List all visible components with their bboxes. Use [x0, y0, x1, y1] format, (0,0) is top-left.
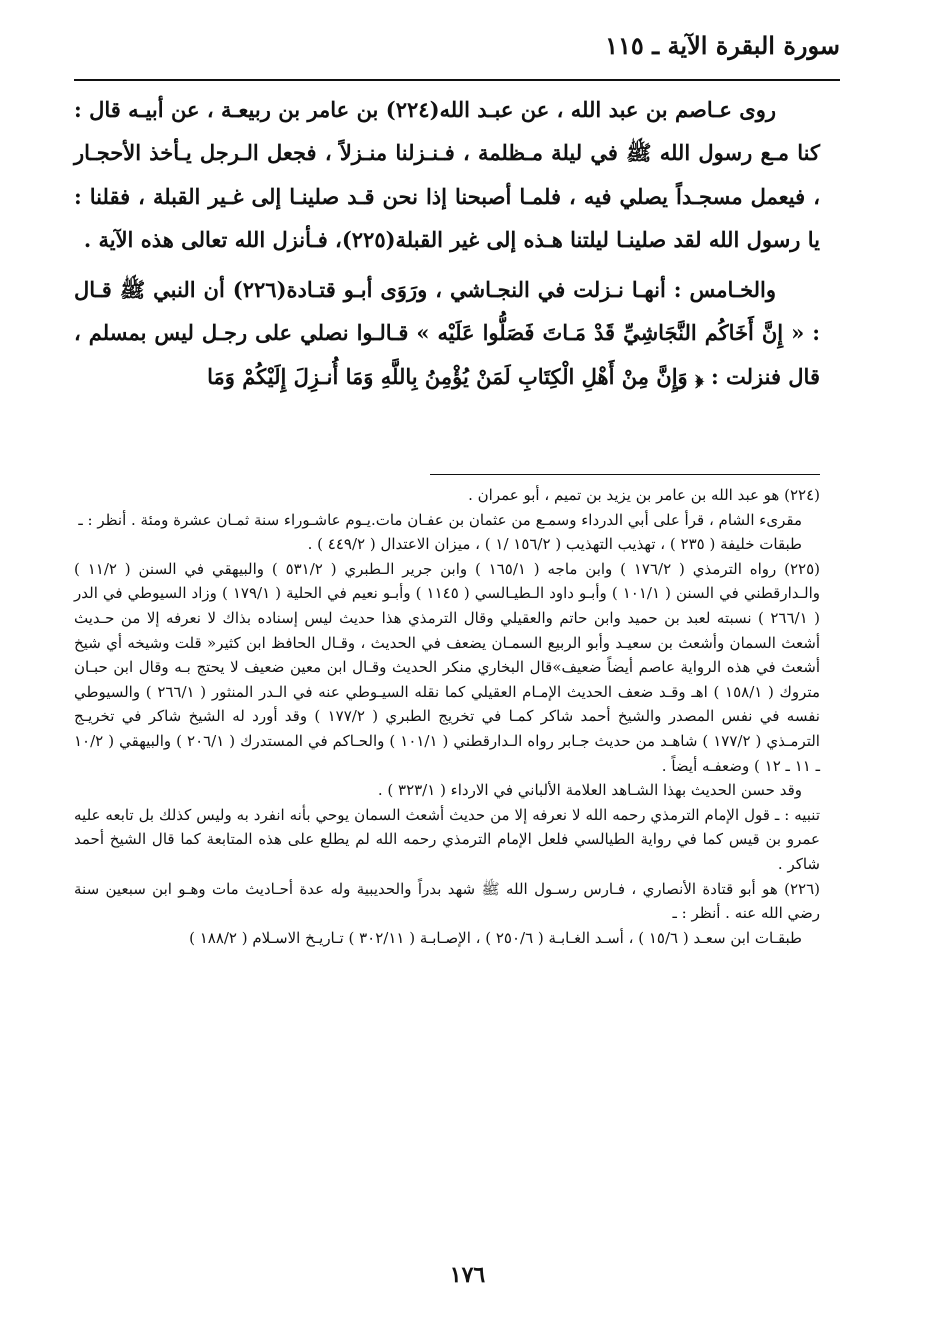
header-rule — [74, 79, 840, 81]
footnote-225-albani: وقد حسن الحديث بهذا الشـاهد العلامة الألباني في الارداء ( ٣٢٣/١ ) . — [377, 781, 802, 800]
body-paragraph: روى عـاصم بن عبد الله ، عن عبـد الله(٢٢٤) بن عامر بن ربيعـة ، عن أبيـه قال : كنا مـع رسول الله ﷺ في ليلة مـظلمة ، فـنـزلنا منـزلاً ، فجعل الـرجل يـأخذ الأحجـار ، فيعمل مسجـداً يصلي فيه ، فلمـا أصبحنا إذا نحن قـد صلينـا إلى غـير القبلة ، فقلنا : يا رسول الله لقد صلينـا ليلتنا هـذه إلى غير القبلة(٢٢٥)، فـأنزل الله تعالى هذه الآية . — [74, 97, 820, 252]
footnote-224: (٢٢٤) هو عبد الله بن عامر بن يزيد بن تميم ، أبو عمران . — [468, 486, 820, 504]
running-header: سورة البقرة الآية ـ ١١٥ — [605, 31, 840, 60]
footnote-226-sources: طبقـات ابن سعـد ( ١٥/٦ ) ، أسـد الغـابـة ( ٢٥٠/٦ ) ، الإصـابـة ( ٣٠٢/١١ ) تـاريـخ الاسـلام ( ١٨٨/٢ ) — [189, 928, 802, 947]
footnote-224-bio: مقرىء الشام ، قرأ على أبي الدرداء وسمـع من عثمان بن عفـان مات.يـوم عاشـوراء سنة ثمـان عشرة ومئة . أنظر : ـ — [78, 510, 802, 529]
body-paragraph: والخـامس : أنهـا نـزلت في النجـاشي ، ورَوَى أبـو قتـادة(٢٢٦) أن النبي ﷺ قـال : « إِنَّ أَخَاكُم النَّجَاشِيِّ قَدْ مَـاتَ فَصَلُّوا عَلَيْه » قـالـوا نصلي على رجـل ليس بمسلم ، قال فنزلت : ﴿ وَإِنَّ مِنْ أَهْلِ الْكِتَابِ لَمَنْ يُؤْمِنُ بِاللَّهِ وَمَا أُنـزِلَ إِلَيْكُمْ وَمَا — [74, 277, 820, 389]
footnote-225: (٢٢٥) رواه الترمذي ( ١٧٦/٢ ) وابن ماجه ( ١٦٥/١ ) وابن جرير الـطبري ( ٥٣١/٢ ) والبيهقي في السنن ( ١١/٢ ) والـدارقطني في السنن ( ١٠١/١ ) وأبـو داود الـطيـالسي ( ١١٤٥ ) وأبـو نعيم في الحلية ( ١٧٩/١ ) وزاد السيوطي في الدر ( ٢٦٦/١ ) نسبته لعبد بن حميد وابن حاتم والعقيلي وقال الترمذي هذا حديث ليس إسناده بذاك لا نعرفه إلا من حـديث أشعث السمان وأشعث بن سعيـد وأبو الربيع السمـان يضعف في الحديث ، وقـال الحافظ ابن كثير« قلت وشيخه أي شيخ أشعث في هذه الرواية عاصم أيضاً ضعيف»قال البخاري منكر الحديث وقـال ابن معين ضعيف لا يحتج بـه وقال ابن حبـان متروك ( ١٥٨/١ ) اهـ وقـد ضعف الحديث الإمـام العقيلي كما نقله السيـوطي عنه في الـدر المنثور ( ٢٦٦/١ ) والسيوطي نفسه في نفس المصدر والشيخ أحمد شاكر كمـا في تخريج الطبري ( ١٧٧/٢ ) وقد أورد له الشيخ شاكر في تخريـج الترمـذي ( ١٧٧/٢ ) شاهـد من حديث جـابر رواه الـدارقطني ( ١٠١/١ ) والحـاكم في المستدرك ( ٢٠٦/١ ) والبيهقي ( ١٠/٢ ـ ١١ ـ ١٢ ) وضعفـه أيضاً . — [74, 559, 821, 775]
footnote-separator — [430, 474, 820, 475]
footnote-226: (٢٢٦) هو أبو قتادة الأنصاري ، فـارس رسـول الله ﷺ شهد بدراً والحديبية وله عدة أحـاديث مات وهـو ابن سبعين سنة رضي الله عنه . أنظر : ـ — [74, 879, 820, 923]
footnote-225-note: تنبيه : ـ قول الإمام الترمذي رحمه الله لا نعرفه إلا من حديث أشعث السمان يوحي بأنه انفرد به وليس كذلك بل تابعه عليه عمرو بن قيس كما في رواية الطيالسي فلعل الإمام الترمذي رحمه الله لم يطلع على هذه المتابعة كما قال الشيخ أحمد شاكر . — [74, 805, 820, 873]
footnote-224-sources: طبقات خليفة ( ٢٣٥ ) ، تهذيب التهذيب ( ١٥٦/٢ /١ ) ، ميزان الاعتدال ( ٤٤٩/٢ ) . — [307, 535, 802, 554]
main-text — [74, 88, 820, 398]
footnotes — [74, 483, 820, 950]
page-number: ١٧٦ — [449, 1262, 486, 1288]
